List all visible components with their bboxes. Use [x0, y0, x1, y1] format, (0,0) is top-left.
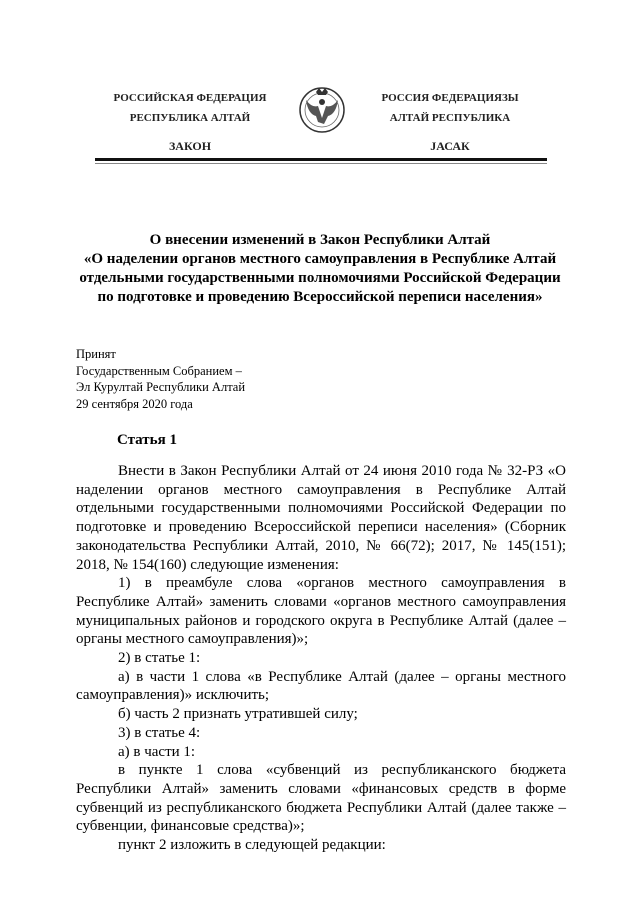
header-republic: РЕСПУБЛИКА АЛТАЙ	[129, 112, 251, 124]
adoption-line: Государственным Собранием –	[76, 363, 242, 378]
header-right	[340, 88, 560, 156]
header-country-altai: РОССИЯ ФЕДЕРАЦИЯЗЫ	[381, 92, 519, 104]
title-line: «О наделении органов местного самоуправления в Республике Алтай	[83, 251, 557, 267]
title-line: отдельными государственными полномочиями Российской Федерации	[79, 270, 561, 286]
header-divider-thin	[95, 163, 547, 164]
title-line: по подготовке и проведению Всероссийской переписи населения»	[97, 289, 543, 305]
header-left	[80, 88, 300, 156]
article-body	[76, 462, 566, 855]
paragraph: в пункте 1 слова «субвенций из республиканского бюджета Республики Алтай» заменить словами «финансовых средств в форме субвенций из республиканского бюджета Республики Алтай (далее также – субвенции, финансовые средства)»;	[76, 762, 566, 835]
coat-of-arms-emblem	[298, 78, 346, 142]
header-doc-type: ЗАКОН	[168, 139, 212, 153]
header-republic-altai: АЛТАЙ РЕСПУБЛИКА	[389, 112, 511, 124]
paragraph: б) часть 2 признать утратившей силу;	[118, 706, 358, 723]
paragraph: 3) в статье 4:	[118, 724, 201, 741]
paragraph: а) в части 1:	[118, 743, 196, 760]
adoption-date: 29 сентября 2020 года	[76, 396, 193, 411]
adoption-line: Эл Курултай Республики Алтай	[76, 380, 246, 394]
paragraph: 2) в статье 1:	[118, 650, 201, 667]
paragraph: а) в части 1 слова «в Республике Алтай (далее – органы местного самоуправления)» исключить;	[76, 668, 566, 704]
title-line: О внесении изменений в Закон Республики Алтай	[149, 232, 491, 248]
header-country: РОССИЙСКАЯ ФЕДЕРАЦИЯ	[113, 92, 267, 104]
article-heading: Статья 1	[117, 432, 177, 448]
paragraph: 1) в преамбуле слова «органов местного самоуправления в Республике Алтай» заменить словами «органов местного самоуправления муниципальных районов и городского округа в Республике Алтай (далее – органы местного самоуправления)»;	[76, 575, 566, 648]
law-title	[70, 231, 570, 307]
adoption-line: Принят	[76, 347, 116, 361]
header-doc-type-altai: JАСАК	[430, 139, 470, 153]
paragraph: Внести в Закон Республики Алтай от 24 июня 2010 года № 32-РЗ «О наделении органов местного самоуправления в Республике Алтай отдельными государственными полномочиями Российской Федерации по подготовке и проведению Всероссийской переписи населения» (Сборник законодательства Республики Алтай, 2010, № 66(72); 2017, № 145(151); 2018, № 154(160) следующие изменения:	[76, 463, 566, 573]
header-divider	[95, 158, 547, 161]
paragraph: пункт 2 изложить в следующей редакции:	[118, 837, 386, 854]
adoption-info	[76, 346, 245, 412]
